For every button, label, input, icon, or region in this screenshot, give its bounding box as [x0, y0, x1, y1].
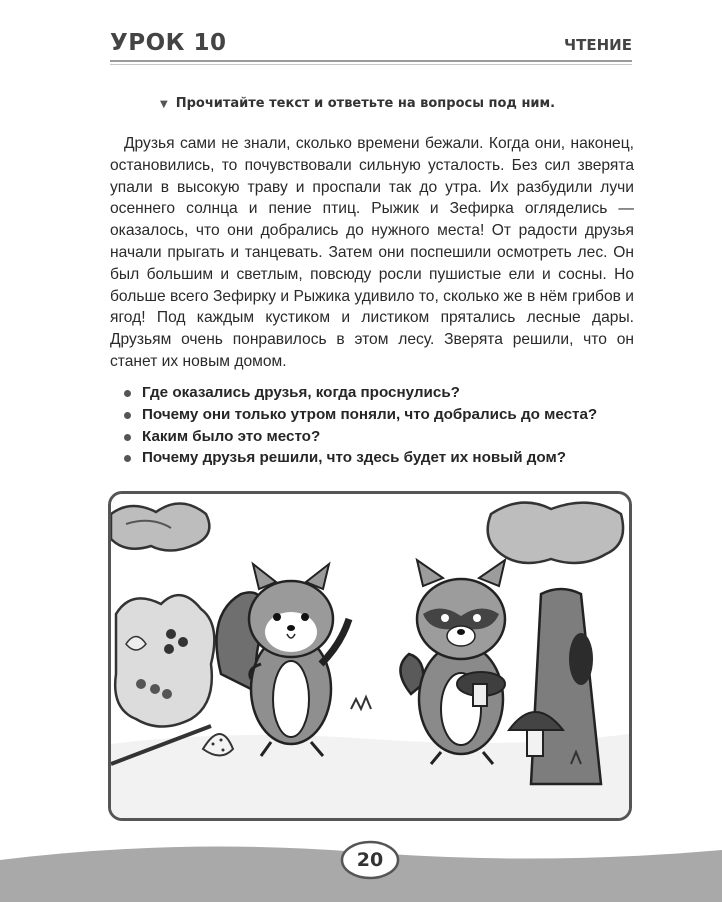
lesson-title: УРОК 10	[110, 30, 227, 56]
question-item: Почему они только утром поняли, что добрались до места?	[124, 404, 597, 426]
story-text: Друзья сами не знали, сколько времени бежали. Когда они, наконец, остановились, то почувствовали сильную усталость. Без сил зверята упали в высокую траву и проспали так до утра. Их разбудили лучи осеннего солнца и пение птиц. Рыжик и Зефирка огляделись — оказалось, что они добрались до нужного места! От радости друзья начали прыгать и танцевать. Затем они поспешили осмотреть лес. Он был большим и светлым, повсюду росли пушистые ели и сосны. Но больше всего Зефирку и Рыжика удивило то, сколько же в нём грибов и ягод! Под каждым кустиком и листиком прятались лесные дары. Друзьям очень понравилось в этом лесу. Зверята решили, что он станет их новым домом.	[110, 135, 634, 370]
subject-title: ЧТЕНИЕ	[564, 36, 632, 54]
page-header	[110, 28, 632, 62]
instruction-text: Прочитайте текст и ответьте на вопросы под ним.	[175, 96, 556, 111]
questions-list	[124, 382, 597, 469]
left-tree-icon	[111, 503, 209, 550]
header-divider	[110, 60, 632, 62]
header-divider-thin	[110, 64, 632, 65]
question-item: Почему друзья решили, что здесь будет их новый дом?	[124, 447, 597, 469]
illustration-art	[111, 494, 629, 818]
forest-illustration	[108, 491, 632, 821]
question-item: Каким было это место?	[124, 426, 597, 448]
question-item: Где оказались друзья, когда проснулись?	[124, 382, 597, 404]
page-number: 20	[356, 849, 384, 871]
checkmark-icon: ▼	[160, 99, 168, 110]
instruction	[160, 96, 555, 111]
berry-bush-icon	[115, 595, 214, 726]
